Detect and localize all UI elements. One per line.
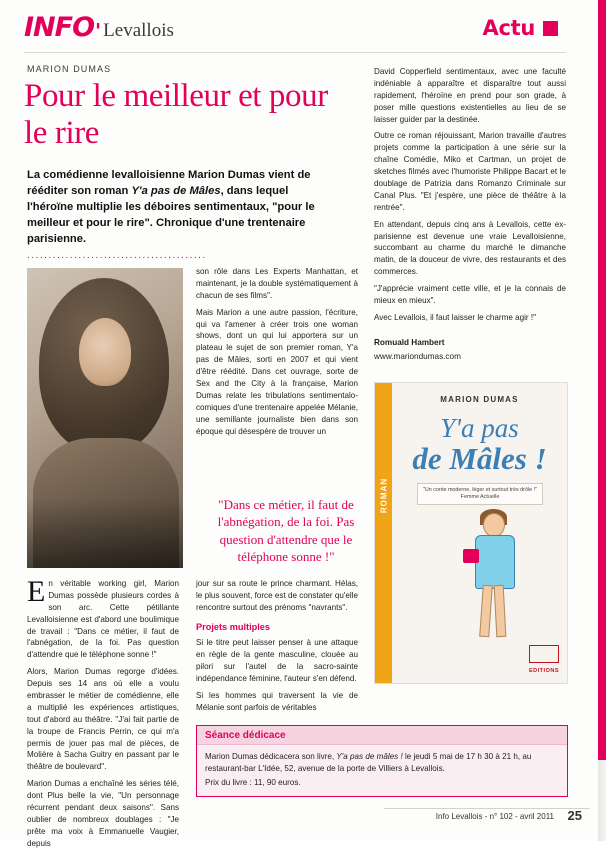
- header-rule: [24, 52, 566, 53]
- portrait-photo: [27, 268, 183, 568]
- sidebar-text-part1: Marion Dumas dédicacera son livre,: [205, 752, 337, 761]
- section-label-text: Actu: [482, 16, 535, 40]
- article-standfirst: [27, 168, 337, 248]
- paragraph: Avec Levallois, il faut laisser le charme agir !": [374, 312, 536, 322]
- paragraph-with-dropcap: [27, 575, 179, 661]
- section-label: [483, 16, 559, 40]
- standfirst-book-title: Y'a pas de Mâles: [131, 184, 221, 197]
- edge-white-bar: [606, 0, 612, 841]
- logo-info-text: INFO: [24, 12, 95, 43]
- sidebar-box-seance-dedicace: [196, 725, 568, 797]
- book-spine-label: ROMAN: [379, 477, 389, 514]
- page-title: Pour le meilleur et pour le rire: [24, 78, 328, 151]
- page-footer: [24, 808, 582, 828]
- body-column-middle-bottom: [196, 578, 358, 719]
- paragraph: Si le titre peut laisser penser à une attaque en règle de la gente masculine, clouée au pilori sur l'autel de la sacro-sainte indépendance féminine, l'auteur s'en défend.: [196, 638, 358, 683]
- footer-rule: [384, 808, 590, 809]
- author-byline: Romuald Hambert: [374, 338, 445, 347]
- body-column-middle-top: [196, 266, 358, 442]
- logo-apostrophe: ': [95, 19, 102, 43]
- publisher-name: EDITIONS: [529, 668, 559, 675]
- logo-levallois-text: Levallois: [103, 20, 174, 41]
- subheading-projets-multiples: Projets multiples: [196, 621, 271, 632]
- paragraph: Mais Marion a une autre passion, l'écriture, qui va l'amener à créer trois one woman shows, dont un qui lui apportera sur un plateau le sujet de son premier roman, Y'a pas de Mâles, sorti en 2007 et qui vient d'être réédité. Dans cet ouvrage, sorte de Sex and the City à la française, Marion Dumas relate les tribulations sentimentalo-comiques d'une trentenaire appelée Mélanie, une semillante journaliste bien dans son époque qui désespère de trouver un: [196, 307, 358, 436]
- publication-logo: [24, 14, 174, 41]
- book-author-name: MARION DUMAS: [440, 395, 519, 404]
- page-edge-strip: [598, 0, 612, 841]
- paragraph: son rôle dans Les Experts Manhattan, et maintenant, je la double systématiquement à chacun de ses films".: [196, 267, 358, 300]
- paragraph: Si les hommes qui traversent la vie de Mélanie sont parfois de véritables: [196, 690, 358, 712]
- website-link[interactable]: www.mariondumas.com: [374, 352, 461, 361]
- illustration-dress: [475, 535, 515, 589]
- footer-issue-text: Info Levallois - n° 102 - avril 2011: [435, 812, 554, 821]
- edge-accent-bar: [598, 0, 606, 760]
- section-square-icon: [543, 21, 558, 36]
- standfirst-part2: , dans lequel l'héroïne multiplie les déboires sentimentaux, "pour le meilleur et pour le rire". Chronique d'une trentenaire parisienne.: [27, 184, 315, 245]
- decorative-dotted-rule: ..........................................: [27, 250, 207, 261]
- paragraph: David Copperfield sentimentaux, avec une faculté indéniable à apparaître et disparaître tout aussi rapidement, l'héroïne en prend pour son grade, à poser mille questions existentielles au lieu de se laisser guider par la destinée.: [374, 67, 566, 124]
- standfirst-part1: La comédienne levalloisienne Marion Dumas vient de rééditer son roman: [27, 169, 311, 197]
- sidebar-title: Séance dédicace: [197, 726, 567, 745]
- illustration-leg-right: [494, 585, 507, 637]
- book-title-line2: de Mâles !: [412, 441, 547, 476]
- body-column-right: [374, 66, 566, 329]
- book-blurb: "Un conte moderne, léger et surtout très drôle !" Femme Actuelle: [417, 483, 543, 505]
- photo-shadow-overlay: [27, 498, 183, 568]
- masthead: [24, 14, 584, 48]
- paragraph: Alors, Marion Dumas regorge d'idées. Depuis ses 14 ans où elle a voulu embrasser le métier de comédienne, elle a multiplié les expériences artistiques, tout d'abord au théâtre. "J'ai fait partie de la troupe de Francis Perrin, ce qui m'a permis de jouer pas mal de pièces, de Molière à Sacha Guitry en passant par le théâtre de boulevard".: [27, 667, 179, 772]
- paragraph: En attendant, depuis cinq ans à Levallois, cette ex-parisienne est devenue une vraie Levalloisienne, succombant au charme du marché le dimanche matin, de la douceur de vivre, des restaurants et des commerces.: [374, 219, 566, 277]
- paragraph: Outre ce roman réjouissant, Marion travaille d'autres projets comme la participation à une série sur la chaîne Comédie, Miko et Cartman, un projet de sketches filmés avec l'humoriste Philippe Bacart et le doublage de Patrizia dans Romanzo Criminale sur Canal Plus. "Et j'espère, une pièce de théâtre à la rentrée".: [374, 131, 566, 212]
- paragraph: jour sur sa route le prince charmant. Hélas, le plus souvent, force est de constater qu'elle rencontre surtout des prénoms "navrants".: [196, 579, 358, 612]
- publisher-logo-box: [529, 645, 559, 663]
- sidebar-text-part2: le jeudi 5 mai de 17 h 30 à 21 h, au restaurant-bar L'Idée, 52, avenue de la porte de Villiers à Levallois.: [205, 752, 532, 774]
- sidebar-book-title: Y'a pas de mâles !: [336, 752, 403, 761]
- drop-cap: E: [27, 575, 46, 608]
- paragraph: "J'apprécie vraiment cette ville, et je la connais de mieux en mieux".: [374, 284, 566, 306]
- illustration-handbag: [463, 549, 479, 563]
- illustration-leg-left: [479, 585, 493, 638]
- paragraph-text: n véritable working girl, Marion Dumas possède plusieurs cordes à son arc. Cette pétillante Levalloisienne est d'abord une boulimique de travail : "Dans ce métier, il faut de l'abnégation, de la foi. Pas question d'attendre que le téléphone sonne !": [27, 579, 179, 660]
- book-title-line1: Y'a pas: [440, 413, 519, 443]
- paragraph: Marion Dumas a enchaîné les séries télé, dont Plus belle la vie, "Un personnage récurrent pendant deux saisons". Sans oublier de nombreux doublages : "Je prête ma voix à Emmanuelle Vaugier, depuis: [27, 779, 179, 848]
- article-kicker: MARION DUMAS: [27, 64, 112, 74]
- illustration-head: [483, 513, 505, 537]
- photo-face-shape: [79, 318, 131, 386]
- pull-quote: "Dans ce métier, il faut de l'abnégation, de la foi. Pas question d'attendre que le téléphone sonne !": [217, 497, 355, 565]
- book-cover-image: [374, 382, 568, 684]
- sidebar-body: [197, 745, 567, 796]
- sidebar-price: Prix du livre : 11, 90 euros.: [205, 778, 301, 788]
- page-number: 25: [567, 808, 582, 823]
- book-cover-illustration: [461, 513, 535, 653]
- book-spine: [375, 383, 392, 683]
